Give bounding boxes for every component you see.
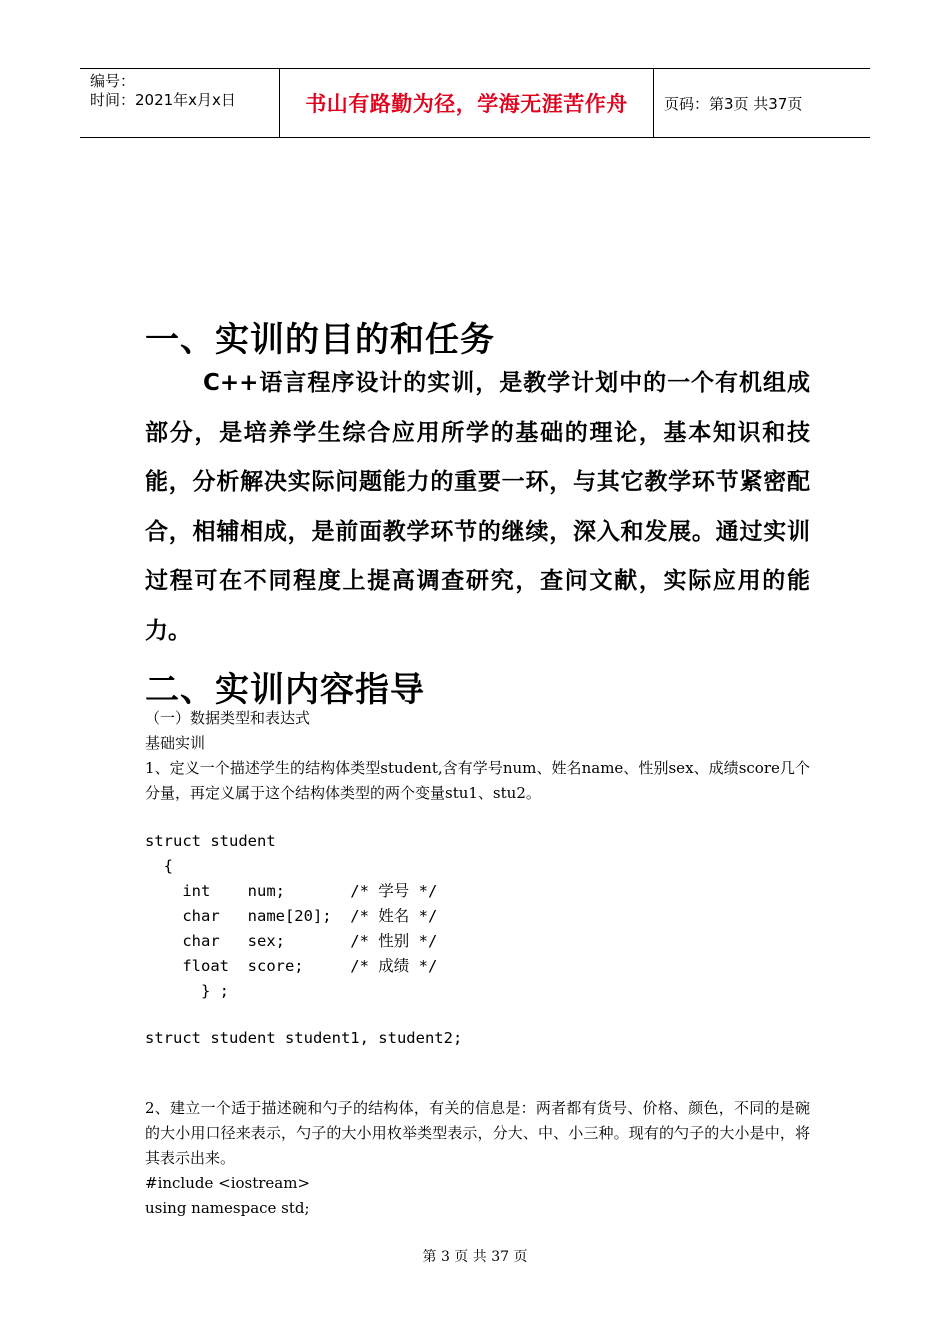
header-meta	[80, 69, 280, 137]
header-number-label: 编号：	[90, 72, 136, 90]
header-motto: 书山有路勤为径，学海无涯苦作舟	[280, 69, 654, 137]
section2-title: 二、实训内容指导	[145, 670, 425, 710]
task2-text: 2、建立一个适于描述碗和勺子的结构体，有关的信息是：两者都有货号、价格、颜色，不同的是碗的大小用口径来表示，勺子的大小用枚举类型表示，分大、中、小三种。现有的勺子的大小是中，将其表示出来。	[145, 1099, 810, 1167]
code-struct-definition: struct student { int num; /* 学号 */ char name[20]; /* 姓名 */ char sex; /* 性别 */ float score; /* 成绩 */ } ;	[145, 832, 438, 1000]
page-footer: 第 3 页 共 37 页	[422, 1249, 528, 1265]
code-struct-variables: struct student student1, student2;	[145, 1029, 463, 1047]
header-table	[80, 68, 870, 138]
code-using-line: using namespace std;	[145, 1199, 310, 1217]
code-include-line: #include <iostream>	[145, 1174, 311, 1192]
section1-paragraph: C++语言程序设计的实训，是教学计划中的一个有机组成部分，是培养学生综合应用所学的基础的理论，基本知识和技能，分析解决实际问题能力的重要一环，与其它教学环节紧密配合，相辅相成，是前面教学环节的继续，深入和发展。通过实训过程可在不同程度上提高调查研究，查问文献，实际应用的能力。	[145, 370, 810, 644]
section1-title: 一、实训的目的和任务	[145, 320, 495, 360]
subsection-title: （一）数据类型和表达式	[145, 709, 311, 727]
basic-training-label: 基础实训	[145, 734, 206, 752]
header-date-label: 时间：2021年x月x日	[90, 91, 236, 109]
header-page-label: 页码：第3页 共37页	[664, 94, 803, 113]
task1-text: 1、定义一个描述学生的结构体类型student,含有学号num、姓名name、性别sex、成绩score几个分量，再定义属于这个结构体类型的两个变量stu1、stu2。	[145, 759, 810, 802]
